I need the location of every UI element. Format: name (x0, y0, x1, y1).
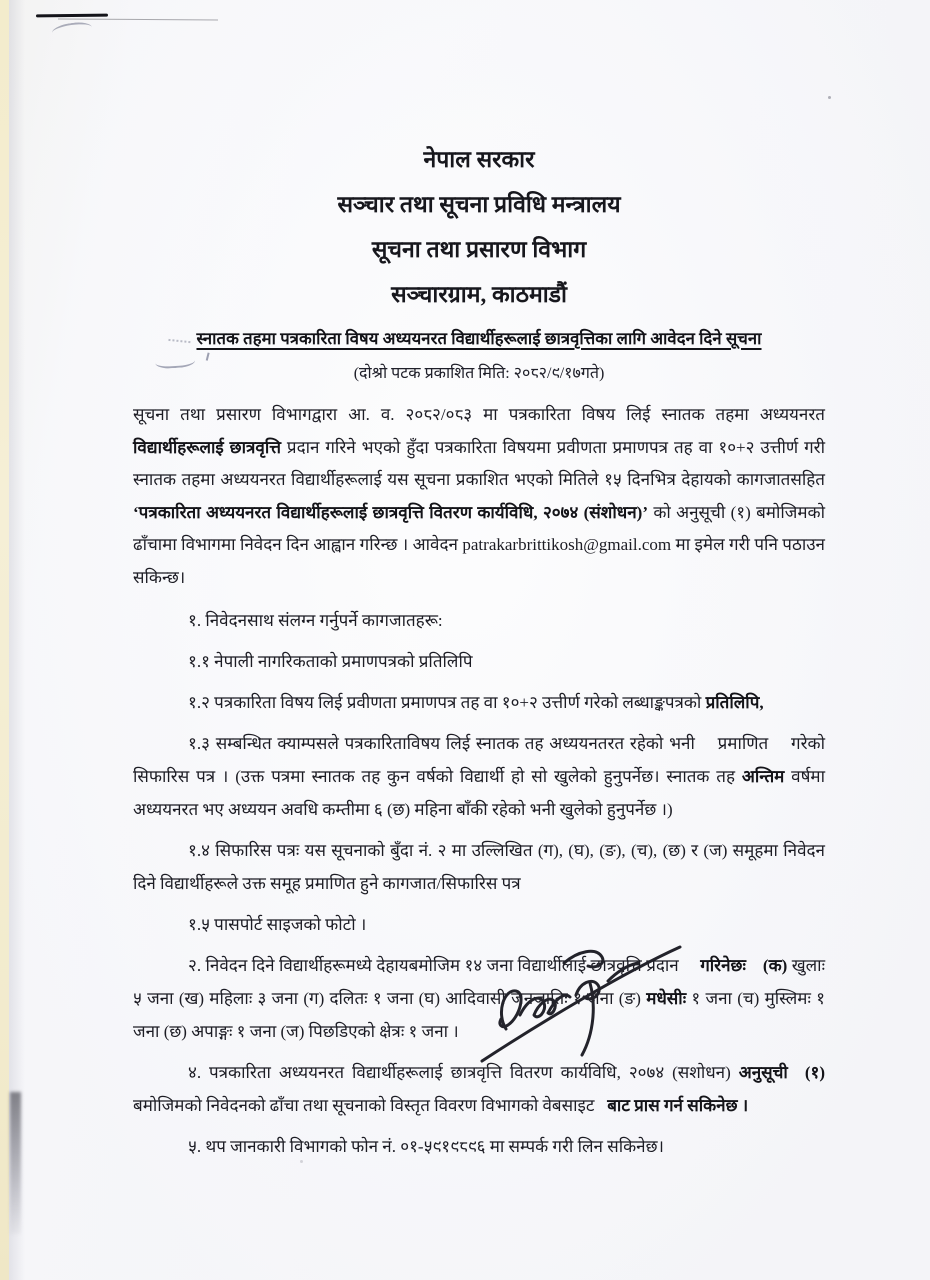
item-1: १. निवेदनसाथ संलग्न गर्नुपर्ने कागजातहरू: (188, 611, 443, 630)
signature-loop-1 (500, 991, 521, 1029)
signature-long-stroke (482, 947, 680, 1061)
scan-artifact-streak (10, 1092, 21, 1234)
item-1-2: १.२ पत्रकारिता विषय लिई प्रवीणता प्रमाणपत्र तह वा १०+२ उत्तीर्ण गरेको लब्धाङ्कपत्रको प्रतिलिपि, (188, 693, 764, 712)
scanner-edge-strip (0, 0, 9, 1280)
item-5: ५. थप जानकारी विभागको फोन नं. ०१-५९१९८९६ मा सम्पर्क गरी लिन सकिनेछ। (188, 1137, 664, 1156)
department-name: सूचना तथा प्रसारण विभाग (371, 237, 587, 262)
item-1-4: १.४ सिफारिस पत्रः यस सूचनाको बुँदा नं. २ मा उल्लिखित (ग), (घ), (ङ), (च), (छ) र (ज) समूहमा निवेदन दिने विद्यार्थीहरूले उक्त समूह प्रमाणित हुने कागजात/सिफारिस पत्र (133, 841, 825, 893)
scan-artifact-line-faint (58, 18, 218, 20)
item-1-1: १.१ नेपाली नागरिकताको प्रमाणपत्रको प्रतिलिपि (188, 652, 473, 671)
notice-items (133, 604, 825, 1163)
ministry-name: सञ्चार तथा सूचना प्रविधि मन्त्रालय (337, 192, 621, 217)
signature-squiggle (520, 995, 570, 1017)
item-1-5: १.५ पासपोर्ट साइजको फोटो । (188, 915, 367, 934)
item-2: २. निवेदन दिने विद्यार्थीहरूमध्ये देहायबमोजिम १४ जना विद्यार्थीलाई छात्रवृत्ति प्रदान गरिनेछः (क) खुलाः ५ जना (ख) महिलाः ३ जना (ग) दलितः १ जना (घ) आदिवासी जनजातिः १ जना (ङ) मधेसीः १ जना (च) मुस्लिमः १ जना (छ) अपाङ्गः १ जना (ज) पिछडिएको क्षेत्रः १ जना । (133, 956, 826, 1041)
intro-paragraph: सूचना तथा प्रसारण विभागद्वारा आ. व. २०८२/०८३ मा पत्रकारिता विषय लिई स्नातक तहमा अध्ययनरत विद्यार्थीहरूलाई छात्रवृत्ति प्रदान गरिने भएको हुँदा पत्रकारिता विषयमा प्रवीणता प्रमाणपत्र तह वा १०+२ उत्तीर्ण गरी स्नातक तहमा अध्ययनरत विद्यार्थीहरूलाई यस सूचना प्रकाशित भएको मितिले १५ दिनभित्र देहायको कागजातसहित ‘पत्रकारिता अध्ययनरत विद्यार्थीहरूलाई छात्रवृत्ति वितरण कार्यविधि, २०७४ (संशोधन)’ को अनुसूची (१) बमोजिमको ढाँचामा विभागमा निवेदन दिन आह्वान गरिन्छ । आवेदन patrakarbrittikosh@gmail.com मा इमेल गरी पनि पठाउन सकिन्छ। (133, 405, 825, 587)
signature-flick (608, 963, 638, 981)
item-1-3: १.३ सम्बन्धित क्याम्पसले पत्रकारिताविषय लिई स्नातक तह अध्ययनतरत रहेको भनी प्रमाणित गरेको सिफारिस पत्र । (उक्त पत्रमा स्नातक तह कुन वर्षको विद्यार्थी हो सो खुलेको हुनुपर्नेछ। स्नातक तह अन्तिम वर्षमा अध्ययनरत भए अध्ययन अवधि कम्तीमा ६ (छ) महिना बाँकी रहेको भनी खुलेको हुनुपर्नेछ ।) (133, 734, 825, 819)
letterhead (133, 148, 825, 306)
notice-title: स्नातक तहमा पत्रकारिता विषय अध्ययनरत विद्यार्थीहरूलाई छात्रवृत्तिका लागि आवेदन दिने सूचना (196, 329, 762, 348)
government-name: नेपाल सरकार (423, 147, 535, 172)
publication-date-line: (दोश्रो पटक प्रकाशित मिति: २०८२/९/१७गते) (353, 365, 605, 382)
signature-hook (564, 951, 603, 967)
pencil-scribble-top (51, 20, 93, 39)
item-4: ४. पत्रकारिता अध्ययनरत विद्यार्थीहरूलाई छात्रवृत्ति वितरण कार्यविधि, २०७४ (सशोधन) अनुसूची (१) बमोजिमको निवेदनको ढाँचा तथा सूचनाको विस्तृत विवरण विभागको वेबसाइट बाट प्रास गर्न सकिनेछ । (133, 1063, 825, 1115)
page-edge-shadow (9, 0, 25, 1280)
signature-tail (582, 983, 593, 1055)
scan-artifact-line (36, 14, 108, 18)
address-line: सञ्चारग्राम, काठमाडौं (391, 282, 567, 307)
handwritten-signature (468, 933, 698, 1078)
scan-noise-dot (828, 96, 831, 99)
